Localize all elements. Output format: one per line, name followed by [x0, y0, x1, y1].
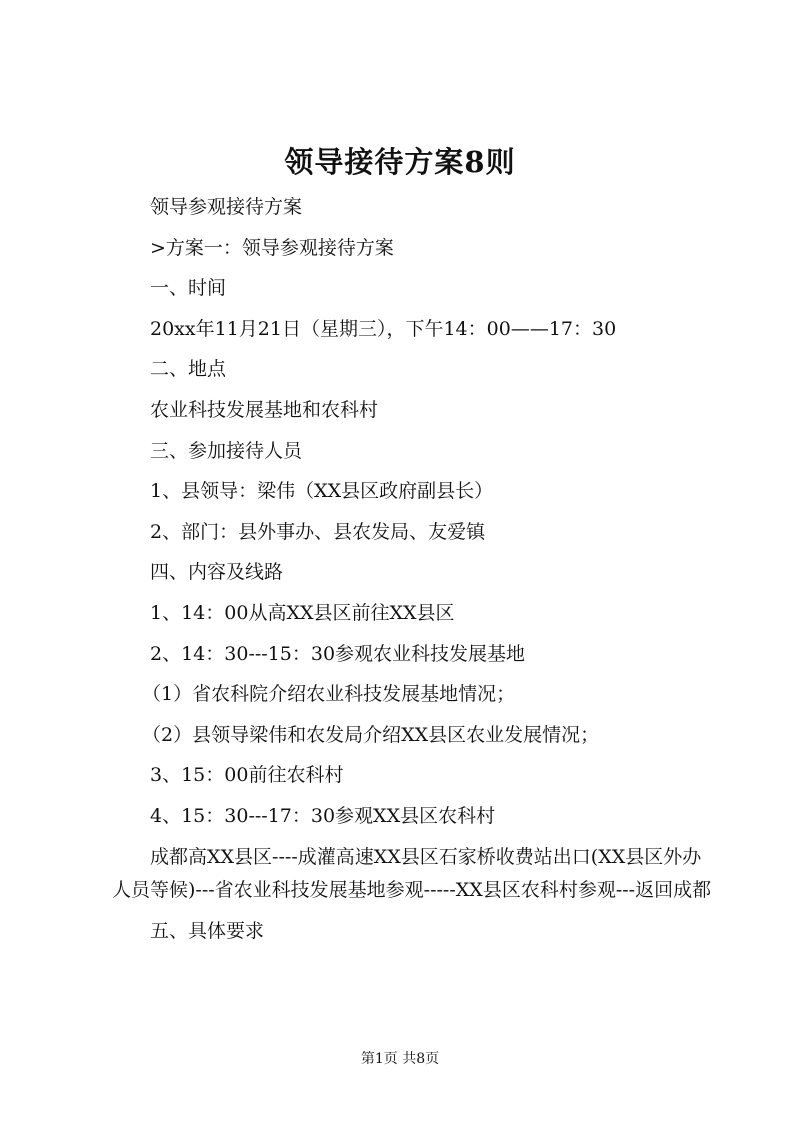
paragraph-route-step-2: 2、14：30---15：30参观农业科技发展基地 — [150, 642, 526, 665]
paragraph-route-sub-1: （1）省农科院介绍农业科技发展基地情况； — [142, 683, 516, 706]
paragraph-location: 农业科技发展基地和农科村 — [150, 398, 379, 421]
paragraph-attendee-departments: 2、部门：县外事办、县农发局、友爱镇 — [150, 520, 486, 543]
paragraph-route-summary: 成都高XX县区----成灌高速XX县区石家桥收费站出口(XX县区外办人员等候)---省农业科技发展基地参观-----XX县区农科村参观---返回成都 — [112, 845, 712, 901]
section-heading-route: 四、内容及线路 — [150, 561, 284, 584]
page-number: 第1页 共8页 — [360, 1051, 440, 1067]
paragraph-route-step-4: 4、15：30---17：30参观XX县区农科村 — [150, 804, 496, 827]
paragraph-route-step-1: 1、14：00从高XX县区前往XX县区 — [150, 601, 455, 624]
section-heading-requirements: 五、具体要求 — [150, 919, 265, 942]
document-title: 领导接待方案8则 — [284, 145, 516, 179]
paragraph-plan-one: >方案一：领导参观接待方案 — [150, 236, 394, 259]
paragraph-time: 20xx年11月21日（星期三），下午14：00——17：30 — [150, 317, 617, 340]
paragraph-route-sub-2: （2）县领导梁伟和农发局介绍XX县区农业发展情况； — [142, 723, 600, 746]
section-heading-time: 一、时间 — [150, 277, 227, 300]
paragraph-route-step-3: 3、15：00前往农科村 — [150, 764, 344, 787]
document-body — [112, 187, 712, 951]
section-heading-attendees: 三、参加接待人员 — [150, 439, 303, 462]
paragraph-subtitle: 领导参观接待方案 — [150, 196, 303, 218]
paragraph-attendee-leader: 1、县领导：梁伟（XX县区政府副县长） — [150, 480, 494, 503]
section-heading-location: 二、地点 — [150, 358, 227, 381]
